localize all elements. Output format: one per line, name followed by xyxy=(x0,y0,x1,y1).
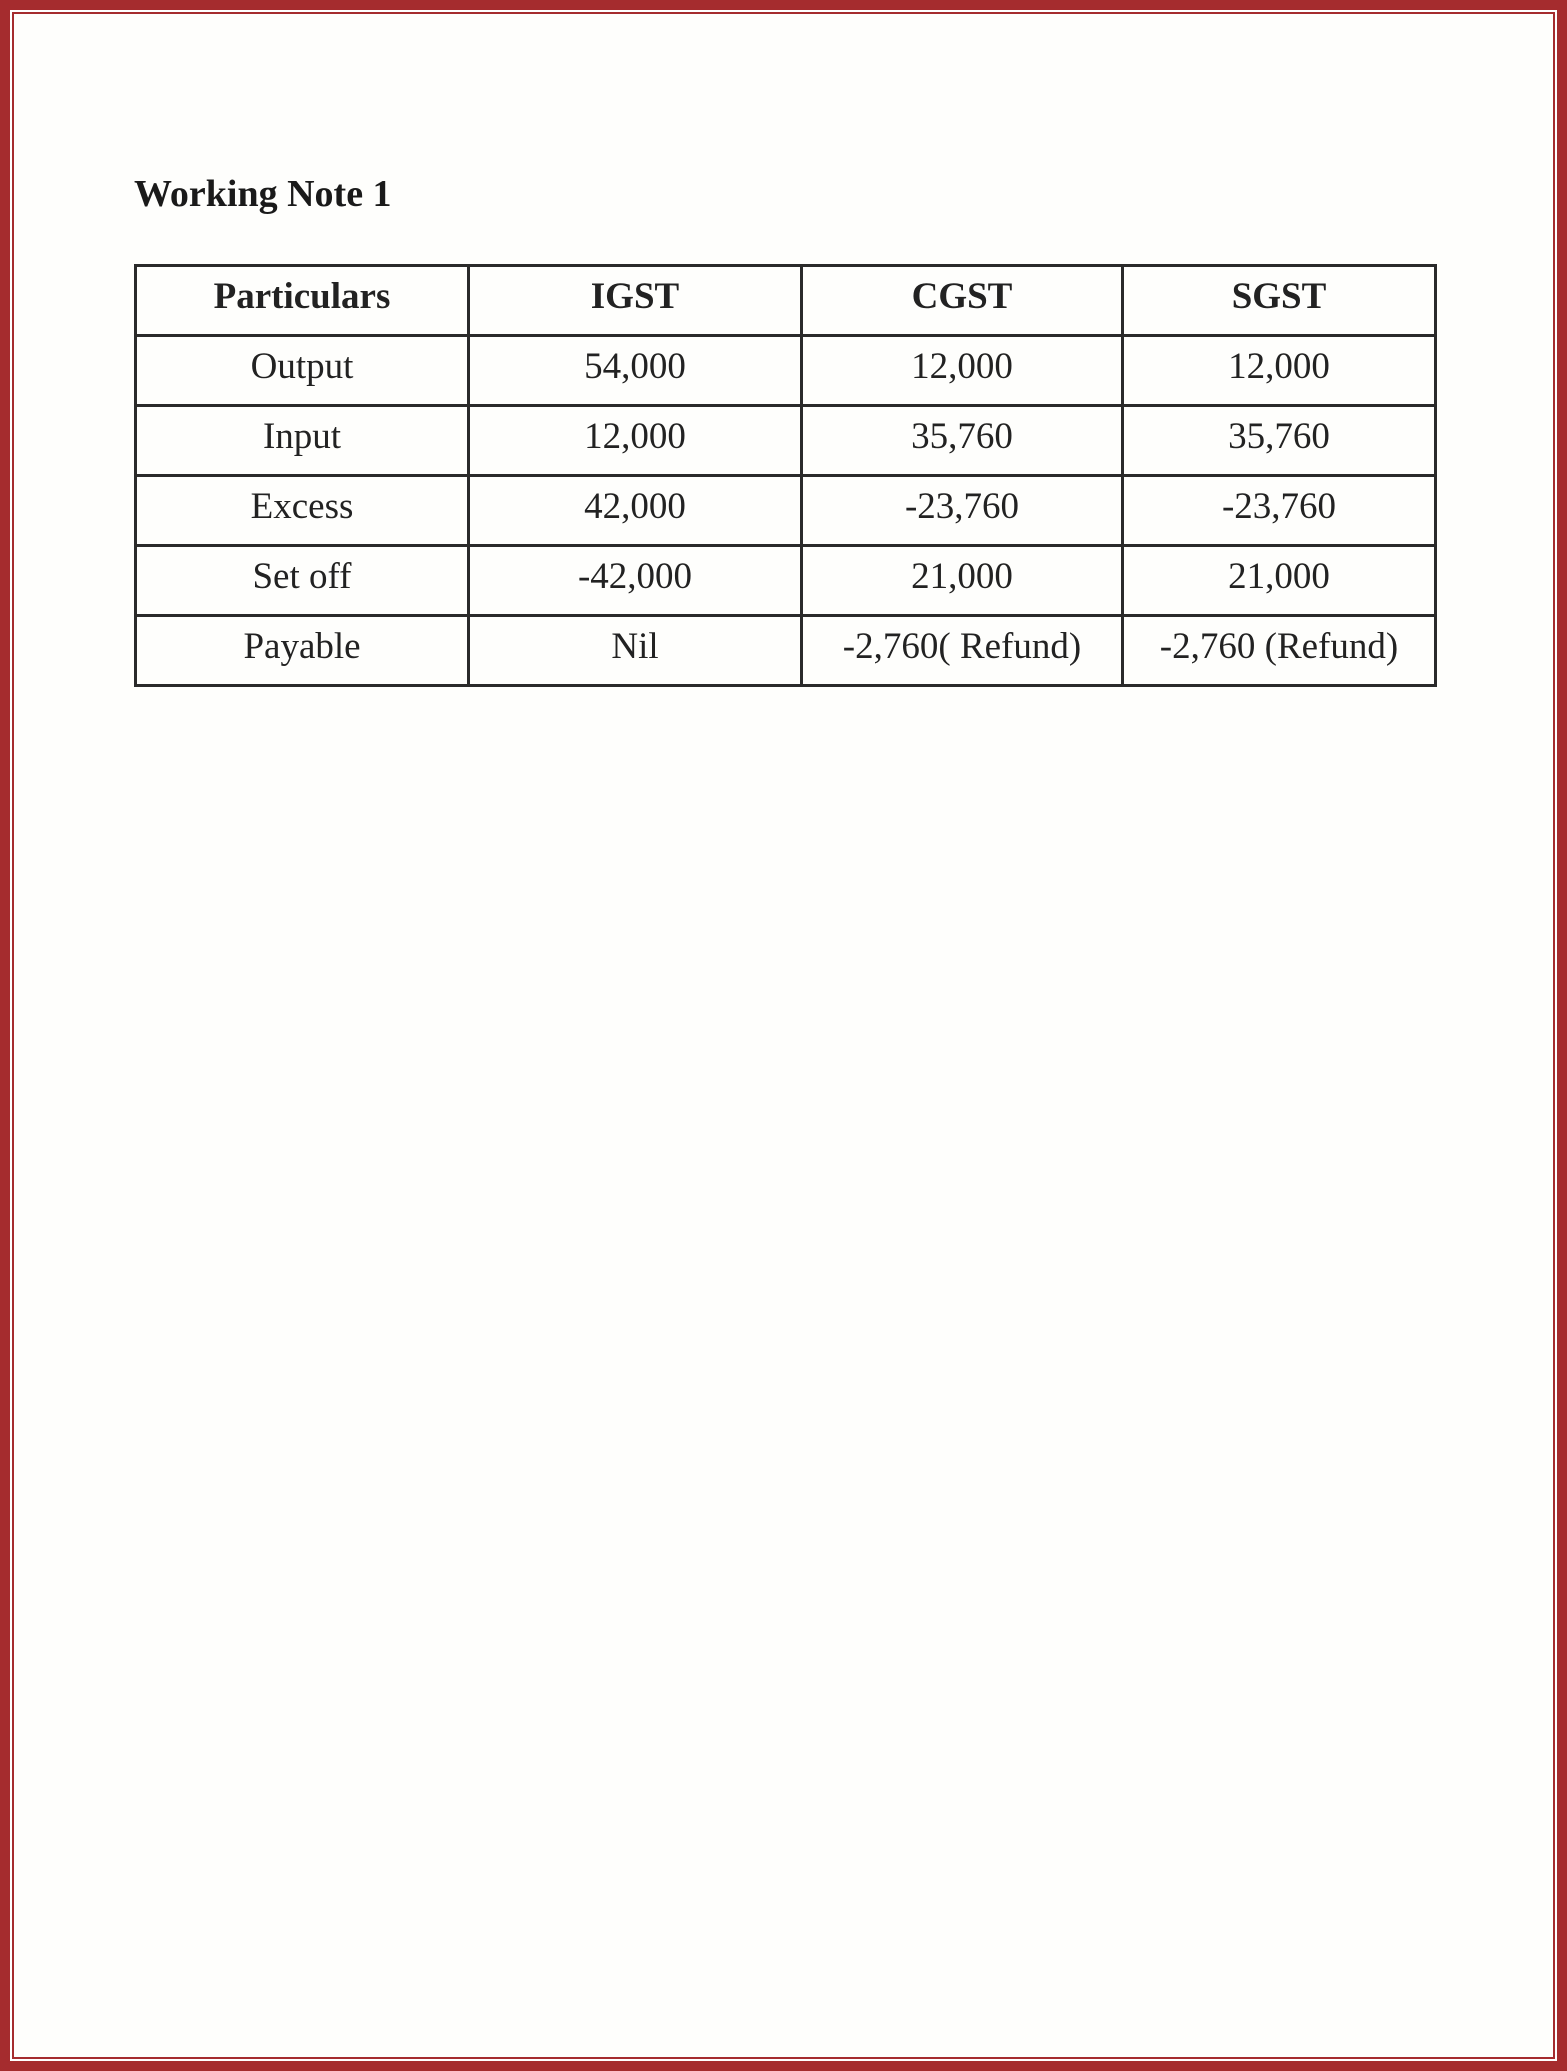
cell-cgst: 35,760 xyxy=(802,406,1123,476)
cell-cgst: 21,000 xyxy=(802,546,1123,616)
cell-igst: 42,000 xyxy=(469,476,802,546)
cell-particulars: Output xyxy=(136,336,469,406)
cell-particulars: Payable xyxy=(136,616,469,686)
header-cgst: CGST xyxy=(802,266,1123,336)
cell-igst: 54,000 xyxy=(469,336,802,406)
cell-sgst: 12,000 xyxy=(1123,336,1436,406)
table-row xyxy=(136,406,1436,476)
cell-igst: -42,000 xyxy=(469,546,802,616)
cell-particulars: Set off xyxy=(136,546,469,616)
cell-sgst: 35,760 xyxy=(1123,406,1436,476)
table-row xyxy=(136,476,1436,546)
cell-particulars: Input xyxy=(136,406,469,476)
cell-cgst: 12,000 xyxy=(802,336,1123,406)
cell-sgst: -23,760 xyxy=(1123,476,1436,546)
working-note-heading: Working Note 1 xyxy=(134,173,392,215)
cell-sgst: -2,760 (Refund) xyxy=(1123,616,1436,686)
cell-particulars: Excess xyxy=(136,476,469,546)
cell-igst: Nil xyxy=(469,616,802,686)
cell-sgst: 21,000 xyxy=(1123,546,1436,616)
gst-working-table xyxy=(134,264,1437,687)
header-sgst: SGST xyxy=(1123,266,1436,336)
cell-cgst: -2,760( Refund) xyxy=(802,616,1123,686)
cell-igst: 12,000 xyxy=(469,406,802,476)
header-particulars: Particulars xyxy=(136,266,469,336)
header-igst: IGST xyxy=(469,266,802,336)
table-header-row xyxy=(136,266,1436,336)
table-row xyxy=(136,546,1436,616)
cell-cgst: -23,760 xyxy=(802,476,1123,546)
table-row xyxy=(136,616,1436,686)
table-row xyxy=(136,336,1436,406)
